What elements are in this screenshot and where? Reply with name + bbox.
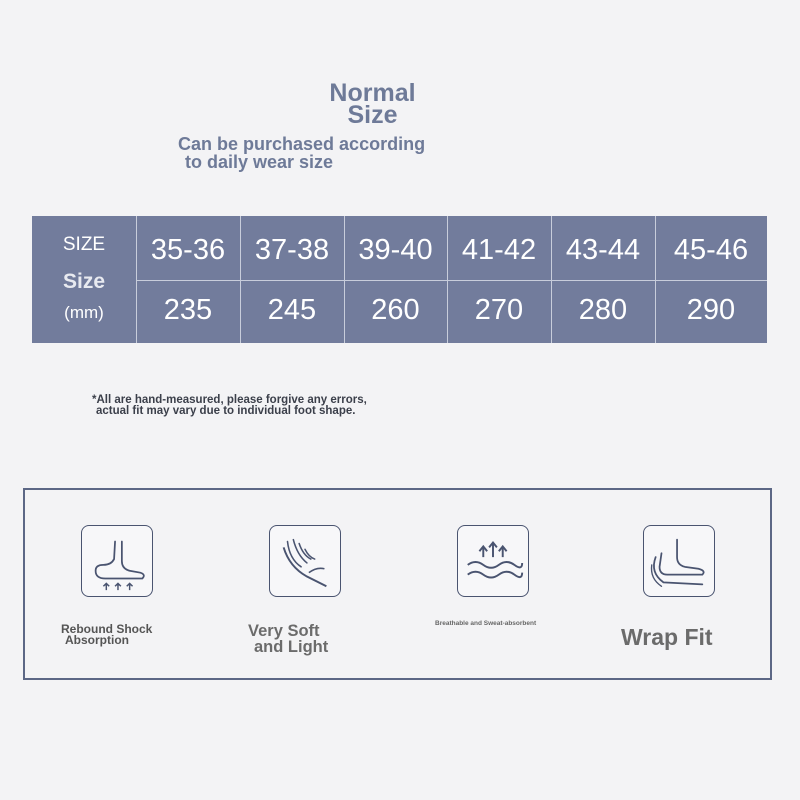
size-cell: 35-36 <box>150 233 226 266</box>
length-cell: 290 <box>686 293 736 326</box>
note-line-2: actual fit may vary due to individual foot shape. <box>96 405 356 417</box>
feature-label-line: Very Soft <box>248 622 320 640</box>
feature-label-wrap: Wrap Fit <box>621 624 713 650</box>
length-cell: 260 <box>371 293 420 326</box>
title-line-2: Size <box>347 101 398 129</box>
row-header-unit: (mm) <box>64 303 104 322</box>
size-cell: 37-38 <box>254 233 330 266</box>
note-line-1: *All are hand-measured, please forgive any errors, <box>92 394 367 406</box>
subtitle-line-1: Can be purchased according <box>178 134 426 154</box>
feature-label-line: and Light <box>254 638 329 656</box>
size-cell: 39-40 <box>358 233 433 266</box>
row-header-size: SIZE <box>62 234 106 255</box>
length-cell: 280 <box>578 293 628 326</box>
subtitle-line-2: to daily wear size <box>185 152 334 172</box>
row-header-size-secondary: Size <box>62 270 106 293</box>
feature-label-rebound <box>61 624 152 646</box>
page-subtitle <box>178 135 425 171</box>
foot-rebound-icon <box>81 525 153 597</box>
size-cell: 41-42 <box>461 233 537 266</box>
feature-label-line: Rebound Shock <box>61 622 153 636</box>
feather-soft-icon <box>269 525 341 597</box>
measurement-note <box>92 395 367 417</box>
feature-label-breathable: Breathable and Sweat-absorbent <box>435 620 537 627</box>
length-cell: 235 <box>163 293 213 326</box>
feature-label-soft <box>248 623 328 655</box>
size-cell: 45-46 <box>673 233 749 266</box>
breathable-waves-icon <box>457 525 529 597</box>
feature-label-line: Absorption <box>65 633 129 647</box>
title-line-1: Normal <box>329 79 416 107</box>
size-cell: 43-44 <box>565 233 641 266</box>
length-cell: 245 <box>267 293 317 326</box>
page-title <box>300 79 445 129</box>
length-cell: 270 <box>474 293 524 326</box>
foot-wrap-icon <box>643 525 715 597</box>
